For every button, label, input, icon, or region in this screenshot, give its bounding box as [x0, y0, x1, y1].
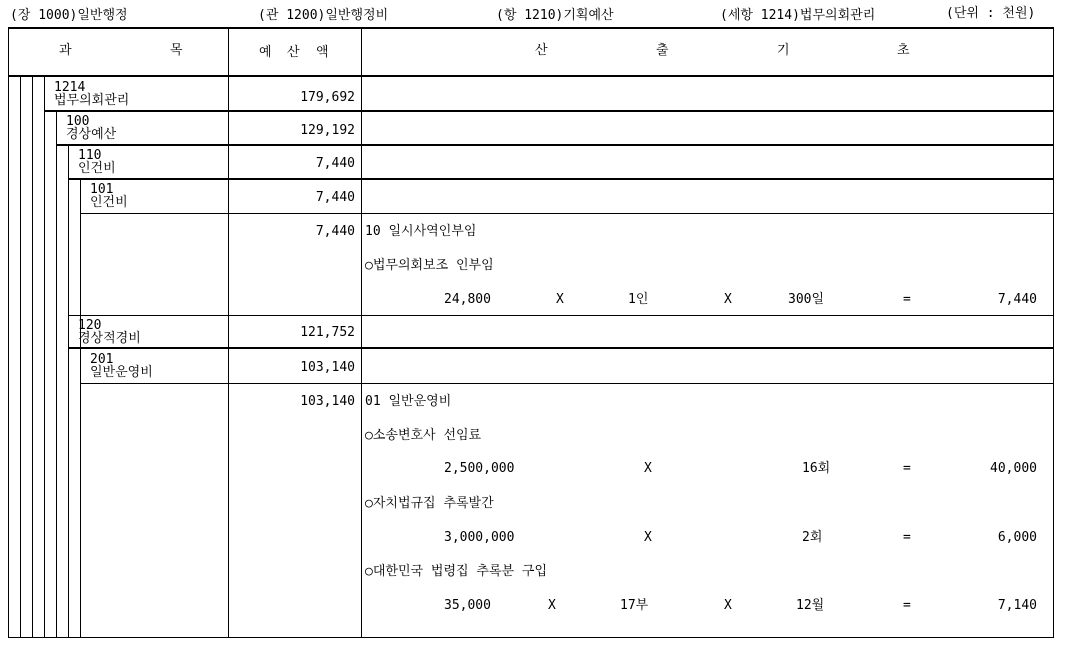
calc-unit-price: 24,800	[444, 292, 491, 307]
row-amount: 7,440	[315, 156, 355, 171]
row-amount: 121,752	[300, 325, 355, 340]
row-name: 인건비	[78, 161, 116, 176]
calc-qty: 17부	[620, 598, 649, 613]
calc-equals: =	[903, 598, 911, 613]
calc-total: 40,000	[990, 461, 1037, 476]
calc-unit-price: 3,000,000	[444, 530, 515, 545]
calc-times: X	[644, 461, 652, 476]
calc-qty: 1인	[628, 292, 649, 307]
calc-equals: =	[903, 530, 911, 545]
detail-item: ○자치법규집 추록발간	[365, 496, 494, 511]
row-amount: 129,192	[300, 123, 355, 138]
calc-total: 6,000	[997, 530, 1037, 545]
sehang-label: (세항 1214)법무의회관리	[720, 8, 876, 23]
calc-period: 300일	[788, 292, 825, 307]
row-amount: 179,692	[300, 90, 355, 105]
header-gwa: 과	[59, 43, 72, 58]
row-name: 인건비	[90, 195, 128, 210]
row-code: 101	[90, 182, 114, 197]
header-budget-2: 산	[287, 45, 300, 60]
detail-item: ○법무의회보조 인부임	[365, 258, 494, 273]
detail-item: ○소송변호사 선임료	[365, 428, 482, 443]
calc-period: 12월	[796, 598, 825, 613]
row-amount: 7,440	[315, 190, 355, 205]
unit-label: (단위 : 천원)	[946, 6, 1036, 21]
calc-unit-price: 2,500,000	[444, 461, 515, 476]
calc-total: 7,440	[997, 292, 1037, 307]
calc-times: X	[556, 292, 564, 307]
header-basis-3: 기	[777, 43, 790, 58]
header-basis-2: 출	[656, 43, 669, 58]
detail-item: ○대한민국 법령집 추록분 구입	[365, 564, 548, 579]
detail-amount: 103,140	[300, 394, 355, 409]
header-budget-3: 액	[316, 45, 329, 60]
detail-title: 10 일시사역인부임	[365, 224, 477, 239]
row-name: 법무의회관리	[54, 93, 130, 108]
row-code: 110	[78, 148, 102, 163]
jang-label: (장 1000)일반행정	[10, 8, 128, 23]
calc-times: X	[724, 598, 732, 613]
header-basis-4: 초	[897, 43, 910, 58]
hang-label: (항 1210)기획예산	[496, 8, 614, 23]
calc-times: X	[548, 598, 556, 613]
calc-equals: =	[903, 461, 911, 476]
calc-times: X	[644, 530, 652, 545]
row-name: 경상예산	[66, 127, 117, 142]
detail-amount: 7,440	[315, 224, 355, 239]
calc-unit-price: 35,000	[444, 598, 491, 613]
calc-equals: =	[903, 292, 911, 307]
header-mok: 목	[170, 43, 183, 58]
calc-total: 7,140	[997, 598, 1037, 613]
header-basis-1: 산	[535, 43, 548, 58]
row-code: 1214	[54, 80, 86, 95]
row-amount: 103,140	[300, 360, 355, 375]
calc-qty: 2회	[802, 530, 823, 545]
gwan-label: (관 1200)일반행정비	[258, 8, 389, 23]
calc-qty: 16회	[802, 461, 831, 476]
row-code: 100	[66, 114, 90, 129]
row-name: 일반운영비	[90, 365, 153, 380]
header-budget-1: 예	[259, 45, 272, 60]
detail-title: 01 일반운영비	[365, 394, 452, 409]
row-code: 201	[90, 352, 114, 367]
row-code: 120	[78, 318, 102, 333]
row-name: 경상적경비	[78, 331, 141, 346]
calc-times: X	[724, 292, 732, 307]
